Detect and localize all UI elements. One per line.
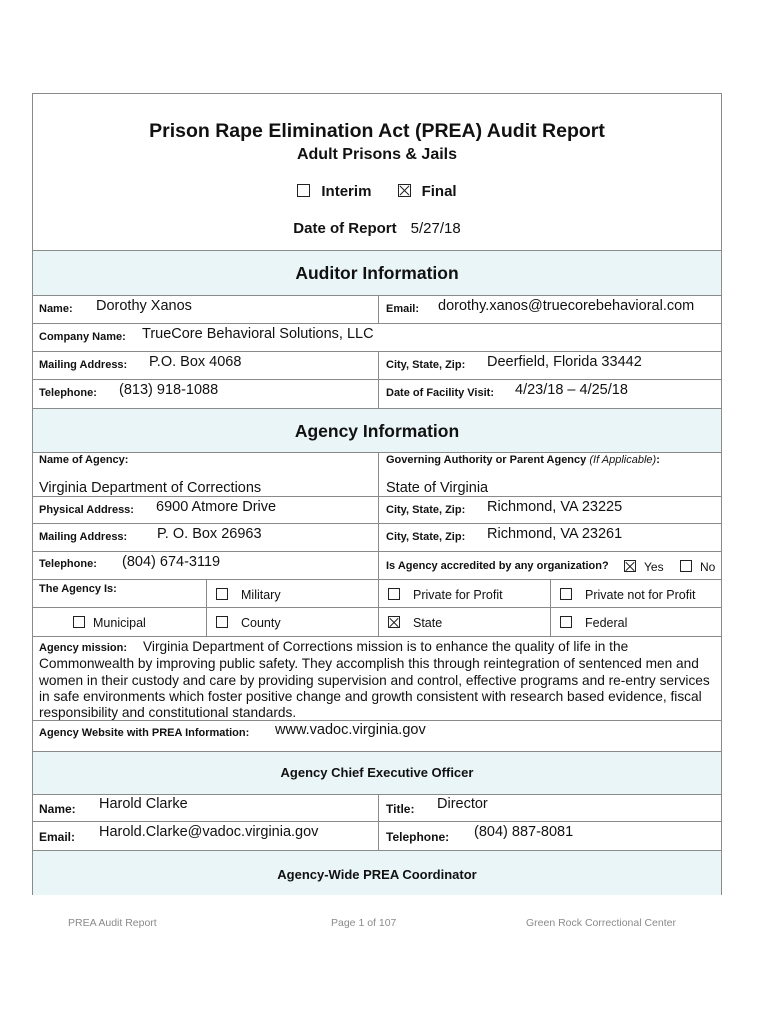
auditor-mailing-row [33, 352, 721, 380]
visit-date: 4/23/18 – 4/25/18 [515, 382, 628, 398]
agency-website-row [33, 720, 721, 751]
state-label: State [413, 616, 443, 630]
agency-website[interactable]: www.vadoc.virginia.gov [275, 722, 426, 738]
agency-mailing: P. O. Box 26963 [157, 526, 262, 542]
company-label: Company Name: [39, 331, 126, 343]
agency-mailing-label: Mailing Address: [39, 531, 128, 543]
military-checkbox[interactable] [216, 588, 228, 600]
mission-text: Virginia Department of Corrections mission is to enhance the quality of life in the Commonwealth by improving public safety. They accomplish this through reintegration of sentenced men and women in their custody and care by providing supervision and control, effective programs and re-entry services in safe environments which foster positive change and growth consistent with research based evidence, fiscal responsibility and constitutional standards. [39, 639, 710, 721]
ceo-section-header: Agency Chief Executive Officer [33, 751, 721, 795]
ceo-phone: (804) 887-8081 [474, 824, 574, 840]
agency-name-row [33, 452, 721, 497]
agency-csz1-label: City, State, Zip: [386, 504, 466, 516]
interim-checkbox[interactable] [297, 184, 310, 197]
interim-label: Interim [321, 183, 372, 200]
ceo-name-label: Name: [39, 802, 76, 816]
physical-address-label: Physical Address: [39, 504, 134, 516]
auditor-email: dorothy.xanos@truecorebehavioral.com [438, 298, 695, 314]
visit-date-label: Date of Facility Visit: [386, 387, 494, 399]
report-type-interim[interactable] [297, 183, 371, 200]
private-profit-label: Private for Profit [413, 588, 503, 602]
auditor-company-row [33, 324, 721, 352]
report-title: Prison Rape Elimination Act (PREA) Audit Report [149, 120, 605, 142]
accredited-yes[interactable]: Yes [624, 558, 664, 576]
military-label: Military [241, 588, 281, 602]
agency-phone-row [33, 552, 721, 580]
auditor-section-header: Auditor Information [33, 250, 721, 296]
agency-name-label: Name of Agency: [39, 454, 129, 466]
ceo-email-row [33, 822, 721, 851]
date-value: 5/27/18 [410, 220, 461, 237]
type-municipal[interactable] [73, 614, 93, 632]
municipal-label: Municipal [93, 616, 146, 630]
agency-phone-label: Telephone: [39, 558, 97, 570]
ceo-phone-label: Telephone: [386, 830, 450, 844]
type-military[interactable] [216, 586, 236, 604]
agency-csz2: Richmond, VA 23261 [487, 526, 623, 542]
state-checkbox[interactable] [388, 616, 400, 628]
auditor-mailing: P.O. Box 4068 [149, 354, 242, 370]
report-subtitle: Adult Prisons & Jails [296, 146, 458, 163]
agency-phone: (804) 674-3119 [122, 554, 221, 570]
accredited-label: Is Agency accredited by any organization? [386, 560, 609, 572]
auditor-csz-label: City, State, Zip: [386, 359, 466, 371]
final-label: Final [421, 183, 457, 200]
mission-label: Agency mission: [39, 642, 128, 654]
private-profit-checkbox[interactable] [388, 588, 400, 600]
agency-csz2-label: City, State, Zip: [386, 531, 466, 543]
county-checkbox[interactable] [216, 616, 228, 628]
accredited-no[interactable]: No [680, 558, 715, 576]
auditor-phone-label: Telephone: [39, 387, 97, 399]
county-label: County [241, 616, 281, 630]
agency-is-label: The Agency Is: [39, 583, 117, 595]
final-checkbox[interactable] [398, 184, 411, 197]
coordinator-section-header: Agency-Wide PREA Coordinator [33, 850, 721, 895]
accredited-yes-checkbox[interactable] [624, 560, 636, 572]
type-private-profit[interactable] [388, 586, 408, 604]
type-state[interactable] [388, 614, 408, 632]
auditor-csz: Deerfield, Florida 33442 [487, 354, 642, 370]
footer-page-number: Page 1 of 107 [331, 917, 397, 929]
physical-address: 6900 Atmore Drive [156, 499, 277, 515]
website-label: Agency Website with PREA Information: [39, 727, 250, 739]
accredited-no-checkbox[interactable] [680, 560, 692, 572]
auditor-name-row [33, 295, 721, 324]
agency-type-row-1 [33, 580, 721, 608]
auditor-email-label: Email: [386, 303, 420, 315]
gov-authority-label: Governing Authority or Parent Agency (If Applicable): [386, 454, 660, 466]
gov-authority: State of Virginia [386, 480, 489, 496]
report-type-row [33, 183, 721, 200]
auditor-phone-row [33, 380, 721, 409]
company-name: TrueCore Behavioral Solutions, LLC [142, 326, 374, 342]
agency-mission [39, 639, 715, 721]
ceo-title: Director [437, 796, 488, 812]
auditor-phone: (813) 918-1088 [119, 382, 219, 398]
agency-mailing-row [33, 524, 721, 552]
agency-physical-row [33, 496, 721, 524]
private-nonprofit-label: Private not for Profit [585, 588, 696, 602]
auditor-mailing-label: Mailing Address: [39, 359, 128, 371]
agency-type-row-2 [33, 608, 721, 637]
private-nonprofit-checkbox[interactable] [560, 588, 572, 600]
ceo-name: Harold Clarke [99, 796, 188, 812]
type-federal[interactable] [560, 614, 580, 632]
ceo-email: Harold.Clarke@vadoc.virginia.gov [99, 824, 319, 840]
type-county[interactable] [216, 614, 236, 632]
date-of-report [33, 220, 721, 237]
federal-checkbox[interactable] [560, 616, 572, 628]
municipal-checkbox[interactable] [73, 616, 85, 628]
ceo-title-label: Title: [386, 802, 415, 816]
footer-right: Green Rock Correctional Center [526, 917, 676, 929]
ceo-email-label: Email: [39, 830, 76, 844]
agency-name: Virginia Department of Corrections [39, 480, 262, 496]
type-private-nonprofit[interactable] [560, 586, 580, 604]
date-label: Date of Report [293, 220, 397, 237]
auditor-name: Dorothy Xanos [96, 298, 192, 314]
footer-left: PREA Audit Report [68, 917, 157, 929]
report-form [32, 93, 722, 895]
agency-section-header: Agency Information [33, 408, 721, 453]
federal-label: Federal [585, 616, 628, 630]
agency-mission-row [33, 637, 721, 720]
report-type-final[interactable] [398, 183, 457, 200]
auditor-name-label: Name: [39, 303, 73, 315]
ceo-name-row [33, 794, 721, 822]
agency-csz1: Richmond, VA 23225 [487, 499, 623, 515]
